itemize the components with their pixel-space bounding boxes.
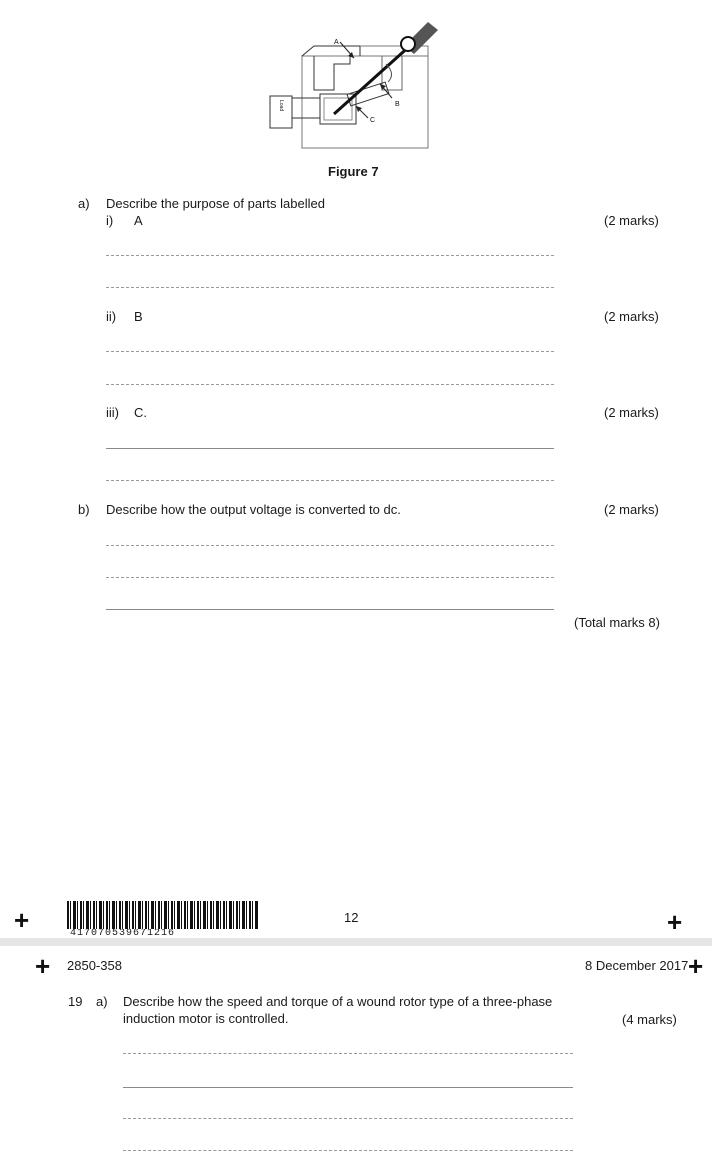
registration-mark: + bbox=[667, 907, 683, 937]
label-c: C bbox=[370, 117, 376, 124]
item-i-label: A bbox=[134, 213, 143, 228]
barcode-number: 417070539671216 bbox=[70, 929, 176, 938]
part-a-letter: a) bbox=[78, 196, 90, 211]
exam-date: 8 December 2017 bbox=[585, 958, 689, 973]
item-i-marks: (2 marks) bbox=[604, 213, 659, 228]
question-marks: (4 marks) bbox=[622, 1012, 677, 1027]
answer-line[interactable] bbox=[106, 287, 554, 288]
question-text-line1: Describe how the speed and torque of a wound rotor type of a three-phase bbox=[123, 994, 553, 1009]
part-b-marks: (2 marks) bbox=[604, 502, 659, 517]
item-ii-label: B bbox=[134, 309, 143, 324]
label-b: B bbox=[395, 101, 400, 108]
paper-code: 2850-358 bbox=[67, 958, 122, 973]
question-number: 19 bbox=[68, 994, 83, 1009]
answer-line[interactable] bbox=[123, 1053, 573, 1054]
total-marks: (Total marks 8) bbox=[574, 615, 660, 630]
answer-line[interactable] bbox=[106, 545, 554, 546]
answer-line[interactable] bbox=[123, 1118, 573, 1119]
label-a: A bbox=[334, 39, 339, 46]
question-letter: a) bbox=[96, 994, 108, 1009]
item-iii-marks: (2 marks) bbox=[604, 405, 659, 420]
answer-line[interactable] bbox=[123, 1087, 573, 1088]
item-ii-marks: (2 marks) bbox=[604, 309, 659, 324]
answer-line[interactable] bbox=[106, 351, 554, 352]
part-b-text: Describe how the output voltage is converted to dc. bbox=[106, 502, 401, 517]
answer-line[interactable] bbox=[123, 1150, 573, 1151]
page-divider bbox=[0, 938, 712, 946]
label-load: Load bbox=[278, 100, 284, 112]
item-iii-num: iii) bbox=[106, 405, 119, 420]
answer-line[interactable] bbox=[106, 577, 554, 578]
item-ii-num: ii) bbox=[106, 309, 117, 324]
registration-mark: + bbox=[14, 905, 30, 935]
answer-line[interactable] bbox=[106, 609, 554, 610]
answer-line[interactable] bbox=[106, 255, 554, 256]
part-b-letter: b) bbox=[78, 502, 90, 517]
question-text-line2: induction motor is controlled. bbox=[123, 1011, 289, 1026]
part-a-text: Describe the purpose of parts labelled bbox=[106, 196, 325, 211]
item-i-num: i) bbox=[106, 213, 114, 228]
answer-line[interactable] bbox=[106, 480, 554, 481]
barcode bbox=[67, 901, 259, 929]
figure-7-diagram bbox=[262, 14, 442, 154]
answer-line[interactable] bbox=[106, 384, 554, 385]
item-iii-label: C. bbox=[134, 405, 147, 420]
answer-line[interactable] bbox=[106, 448, 554, 449]
page-number: 12 bbox=[344, 910, 359, 925]
registration-mark: + bbox=[688, 951, 704, 981]
figure-caption: Figure 7 bbox=[328, 164, 379, 179]
registration-mark: + bbox=[35, 951, 51, 981]
